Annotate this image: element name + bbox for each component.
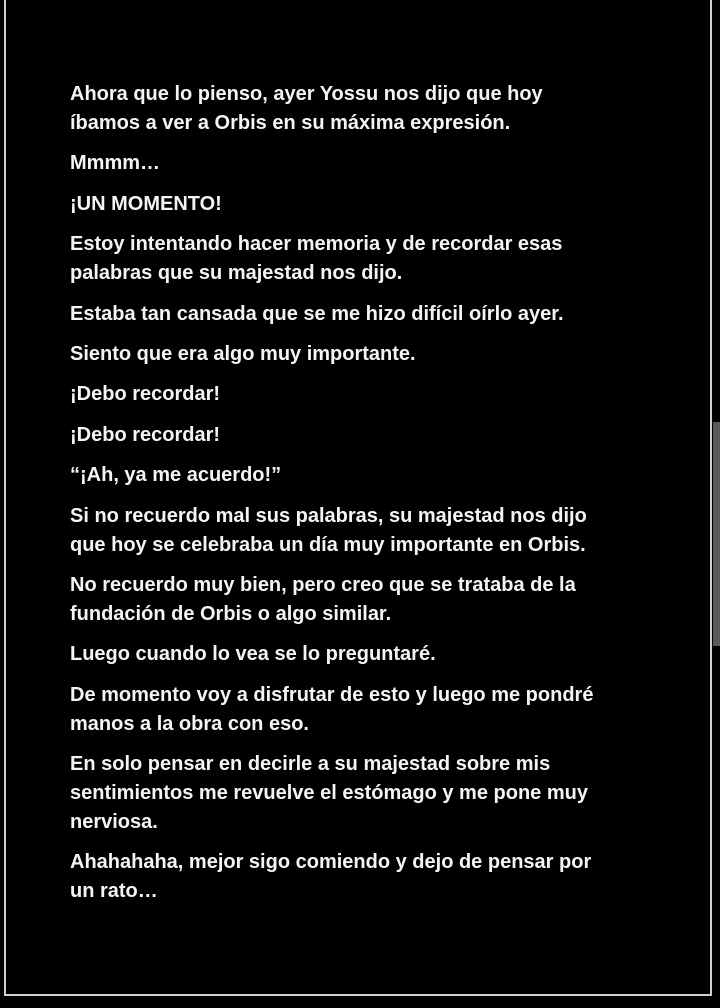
text-line: ¡UN MOMENTO! [70,192,222,215]
text-line: “¡Ah, ya me acuerdo!” [70,464,282,487]
text-line: Mmmm… [70,152,161,175]
text-line: ¡Debo recordar! [70,423,221,446]
scrollbar[interactable] [713,0,720,1008]
scrollbar-thumb[interactable] [713,422,720,646]
text-line: Estoy intentando hacer memoria y de recordar esas [70,233,563,256]
text-line: un rato… [70,880,158,903]
text-line: nerviosa. [70,811,158,834]
text-line: fundación de Orbis o algo similar. [70,602,392,625]
paragraph [70,340,650,369]
text-line: palabras que su majestad nos dijo. [70,262,403,285]
text-line: que hoy se celebraba un día muy importante en Orbis. [70,533,586,556]
paragraph [70,230,650,288]
paragraph [70,502,650,560]
text-line: Ahora que lo pienso, ayer Yossu nos dijo que hoy [70,83,543,105]
paragraph [70,750,650,837]
paragraph [70,571,650,629]
text-line: sentimientos me revuelve el estómago y me pone muy [70,782,588,805]
paragraph [70,848,650,906]
paragraph [70,190,650,219]
paragraph [70,421,650,450]
paragraph [70,380,650,409]
document-body [70,80,650,918]
paragraph [70,681,650,739]
paragraph [70,640,650,669]
paragraph [70,80,650,138]
text-line: No recuerdo muy bien, pero creo que se trataba de la [70,573,576,596]
text-line: Estaba tan cansada que se me hizo difícil oírlo ayer. [70,302,564,325]
paragraph [70,149,650,178]
text-line: En solo pensar en decirle a su majestad sobre mis [70,753,551,776]
text-line: Si no recuerdo mal sus palabras, su majestad nos dijo [70,504,587,527]
text-line: De momento voy a disfrutar de esto y luego me pondré [70,683,594,706]
text-line: manos a la obra con eso. [70,712,309,735]
text-line: ¡Debo recordar! [70,383,221,406]
text-line: Luego cuando lo vea se lo preguntaré. [70,643,436,666]
text-line: Siento que era algo muy importante. [70,342,416,365]
text-line: íbamos a ver a Orbis en su máxima expresión. [70,112,511,134]
paragraph [70,300,650,329]
text-line: Ahahahaha, mejor sigo comiendo y dejo de pensar por [70,851,592,874]
paragraph [70,461,650,490]
